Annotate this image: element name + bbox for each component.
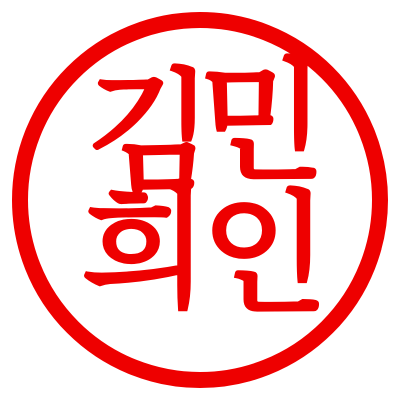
seal-characters [81,46,329,332]
seal-char-1: 김 [86,56,214,210]
seal-char-4: 인 [201,178,329,332]
seal-char-2: 민 [198,46,326,200]
seal-char-3: 희 [81,173,209,327]
